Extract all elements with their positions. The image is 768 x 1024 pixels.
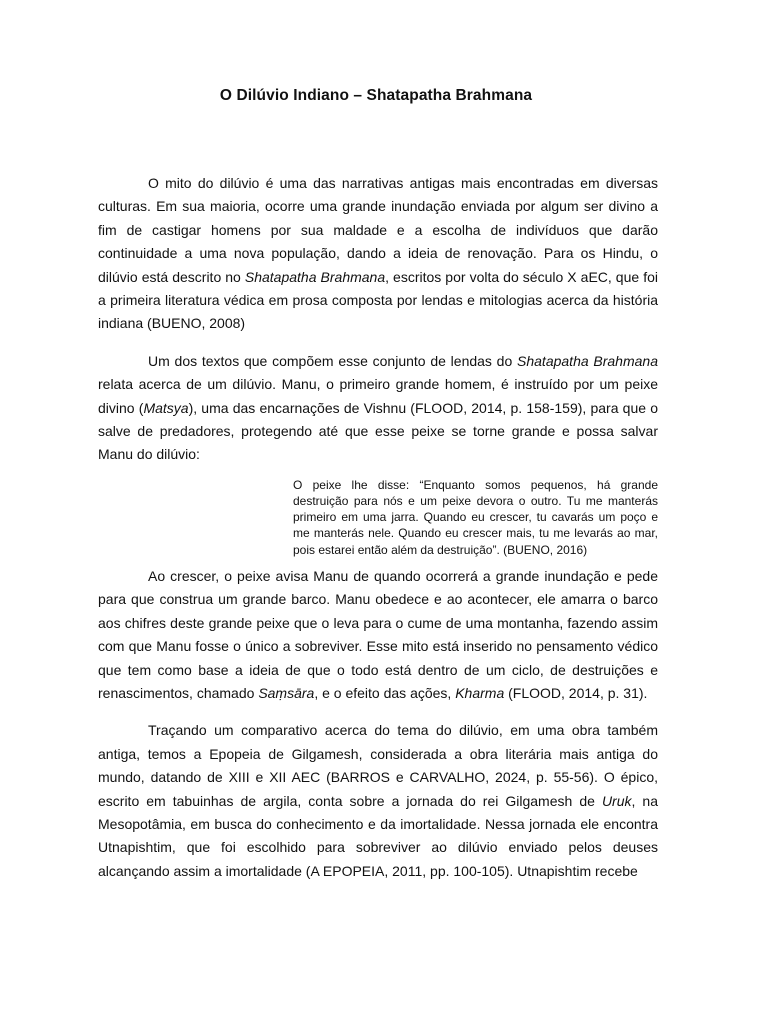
italic-term: Shatapatha Brahmana: [244, 268, 386, 285]
paragraph: [98, 719, 658, 883]
text-segment: O mito do dilúvio é uma das narrativas antigas mais encontradas em diversas culturas. Em sua maioria, ocorre uma grande inundação enviada por algum ser divino a fim de castigar homens por sua maldade e a escolha de indivíduos que darão continuidade a uma nova população, dando a ideia de renovação. Para os Hindu, o dilúvio está descrito no: [98, 175, 658, 285]
text-segment: , na Mesopotâmia, em busca do conhecimento e da imortalidade. Nessa jornada ele encontra Utnapishtim, que foi escolhido para sobreviver ao dilúvio enviado pelos deuses alcançando assim a imortalidade (A EPOPEIA, 2011, pp. 100-105). Utnapishtim recebe: [98, 792, 658, 879]
text-segment: Ao crescer, o peixe avisa Manu de quando ocorrerá a grande inundação e pede para que construa um grande barco. Manu obedece e ao acontecer, ele amarra o barco aos chifres deste grande peixe que o leva para o cume de uma montanha, fazendo assim com que Manu fosse o único a sobreviver. Esse mito está inserido no pensamento védico que tem como base a ideia de que o todo está dentro de um ciclo, de destruições e renascimentos, chamado: [98, 567, 658, 701]
paragraph: [98, 350, 658, 467]
text-segment: , e o efeito das ações,: [314, 684, 456, 701]
document-body: [98, 172, 658, 897]
text-segment: Um dos textos que compõem esse conjunto de lendas do: [148, 352, 518, 369]
text-segment: relata acerca de um dilúvio. Manu, o primeiro grande homem, é instruído por um peixe divino (: [98, 376, 658, 416]
italic-term: Kharma: [455, 684, 505, 701]
italic-term: Shatapatha Brahmana: [517, 352, 658, 369]
text-segment: ), uma das encarnações de Vishnu (FLOOD, 2014, p. 158-159), para que o salve de predadores, protegendo até que esse peixe se torne grande e possa salvar Manu do dilúvio:: [98, 399, 658, 463]
text-segment: Traçando um comparativo acerca do tema do dilúvio, em uma obra também antiga, temos a Epopeia de Gilgamesh, considerada a obra literária mais antiga do mundo, datando de XIII e XII AEC (BARROS e CARVALHO, 2024, p. 55-56). O épico, escrito em tabuinhas de argila, conta sobre a jornada do rei Gilgamesh de: [98, 722, 658, 809]
paragraph: [98, 172, 658, 336]
block-quote: O peixe lhe disse: “Enquanto somos pequenos, há grande destruição para nós e um peixe devora o outro. Tu me manterás primeiro em uma jarra. Quando eu crescer, tu cavarás um poço e me manterás nele. Quando eu crescer mais, tu me levarás ao mar, pois estarei então além da destruição”. (BUENO, 2016): [293, 477, 658, 557]
document-title: O Dilúvio Indiano – Shatapatha Brahmana: [219, 87, 533, 104]
text-segment: (FLOOD, 2014, p. 31).: [504, 684, 648, 701]
paragraph: [98, 565, 658, 705]
text-segment: , escritos por volta do século X aEC, que foi a primeira literatura védica em prosa composta por lendas e mitologias acerca da história indiana (BUENO, 2008): [98, 268, 658, 332]
italic-term: Saṃsāra: [258, 684, 315, 701]
italic-term: Uruk: [601, 792, 632, 809]
italic-term: Matsya: [143, 399, 189, 416]
